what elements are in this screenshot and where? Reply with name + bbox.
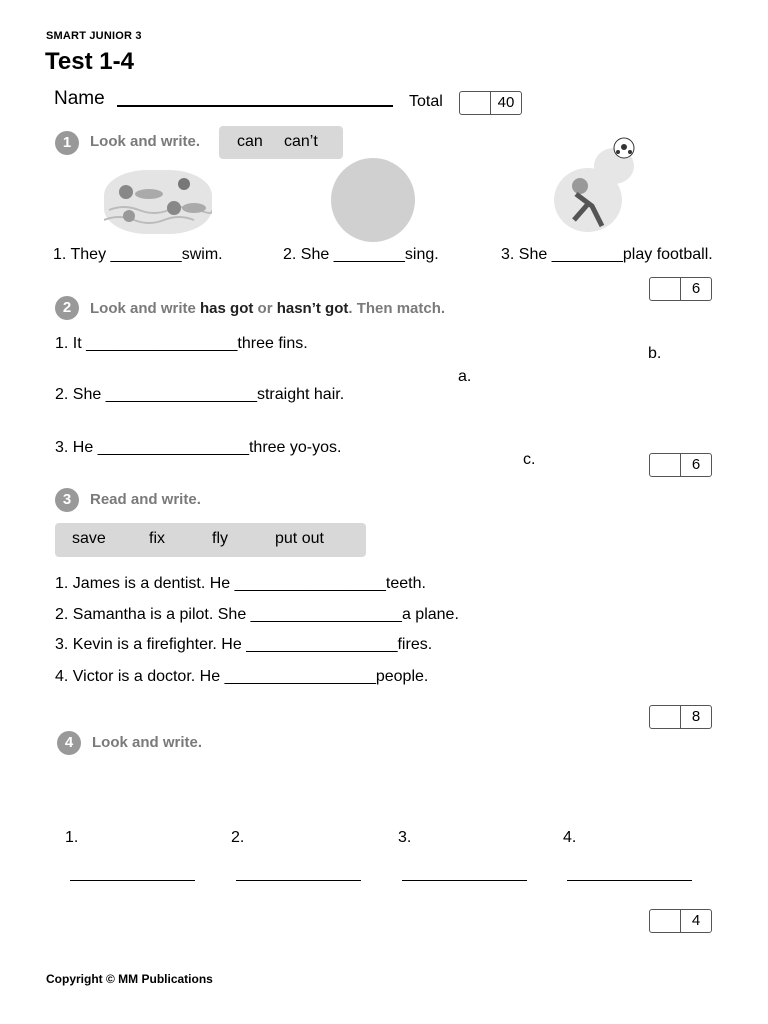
- section-1-item-1: [53, 246, 223, 264]
- match-label-a: a.: [458, 368, 472, 385]
- section-4-answer-line-1[interactable]: [70, 880, 195, 881]
- answer-blank[interactable]: _________________: [105, 386, 257, 403]
- score-value: 8: [691, 708, 701, 725]
- score-value: 6: [691, 280, 701, 297]
- item-text: fires.: [397, 636, 433, 653]
- item-text: play football.: [622, 246, 713, 263]
- instruction-keyword: hasn’t got: [276, 300, 349, 317]
- word-can: can: [237, 133, 263, 150]
- section-3-score-box[interactable]: [649, 705, 712, 729]
- swimming-children-picture: [104, 170, 212, 234]
- item-text: 4. Victor is a doctor. He: [55, 668, 225, 685]
- instruction-text: . Then match.: [348, 300, 446, 317]
- section-1-item-2: [283, 246, 439, 264]
- football-picture-svg: [552, 134, 642, 238]
- section-3-item-1: [55, 575, 426, 593]
- swimming-picture-svg: [104, 170, 212, 234]
- item-text: straight hair.: [256, 386, 345, 403]
- score-blank[interactable]: [650, 706, 681, 728]
- section-3-item-3: [55, 636, 432, 654]
- football-picture: [552, 134, 642, 238]
- item-text: sing.: [404, 246, 439, 263]
- section-4-item-4-number: 4.: [563, 829, 577, 846]
- section-3-instruction: Read and write.: [90, 491, 201, 508]
- answer-blank[interactable]: _________________: [97, 439, 249, 456]
- item-text: 1. It: [55, 335, 87, 352]
- score-value: 4: [691, 912, 701, 929]
- section-1-word-box: [219, 126, 343, 159]
- total-score-box[interactable]: [459, 91, 522, 115]
- section-3-item-2: [55, 606, 459, 624]
- item-text: 3. She: [501, 246, 552, 263]
- item-text: 2. Samantha is a pilot. She: [55, 606, 251, 623]
- page-title: Test 1-4: [45, 48, 134, 75]
- answer-blank[interactable]: _________________: [224, 668, 376, 685]
- instruction-text: or: [253, 300, 277, 317]
- answer-blank[interactable]: _________________: [246, 636, 398, 653]
- item-text: swim.: [181, 246, 223, 263]
- item-text: 3. Kevin is a firefighter. He: [55, 636, 247, 653]
- answer-blank[interactable]: ________: [333, 246, 405, 263]
- section-3-number: 3: [55, 488, 79, 512]
- answer-blank[interactable]: _________________: [250, 606, 402, 623]
- section-2-number: 2: [55, 296, 79, 320]
- section-4-answer-line-2[interactable]: [236, 880, 361, 881]
- answer-blank[interactable]: ________: [551, 246, 623, 263]
- score-blank[interactable]: [650, 910, 681, 932]
- word-cant: can’t: [284, 133, 318, 150]
- section-1-score-box[interactable]: [649, 277, 712, 301]
- name-label: Name: [54, 88, 105, 109]
- word-save: save: [72, 530, 106, 547]
- answer-blank[interactable]: _________________: [86, 335, 238, 352]
- section-4-item-1-number: 1.: [65, 829, 79, 846]
- section-4-item-2-number: 2.: [231, 829, 245, 846]
- match-label-b: b.: [648, 345, 662, 362]
- instruction-text: Look and write: [90, 300, 201, 317]
- score-value: 6: [691, 456, 701, 473]
- item-text: three yo-yos.: [248, 439, 342, 456]
- word-fly: fly: [212, 530, 228, 547]
- singing-picture-placeholder: [331, 158, 415, 242]
- score-blank[interactable]: [650, 278, 681, 300]
- section-4-answer-line-3[interactable]: [402, 880, 527, 881]
- section-2-score-box[interactable]: [649, 453, 712, 477]
- score-value: 40: [497, 94, 515, 111]
- section-3-item-4: [55, 668, 428, 686]
- item-text: teeth.: [385, 575, 426, 592]
- copyright-notice: Copyright © MM Publications: [46, 972, 213, 986]
- section-1-instruction: Look and write.: [90, 133, 201, 150]
- item-text: a plane.: [401, 606, 459, 623]
- item-text: 3. He: [55, 439, 98, 456]
- section-2-item-2: [55, 386, 344, 404]
- section-4-number: 4: [57, 731, 81, 755]
- match-label-c: c.: [523, 451, 536, 468]
- item-text: 2. She: [55, 386, 106, 403]
- section-4-score-box[interactable]: [649, 909, 712, 933]
- section-1-number: 1: [55, 131, 79, 155]
- item-text: 2. She: [283, 246, 334, 263]
- word-put-out: put out: [275, 530, 324, 547]
- name-field[interactable]: [117, 105, 393, 107]
- section-3-word-box: [55, 523, 366, 557]
- section-1-item-3: [501, 246, 713, 264]
- item-text: people.: [375, 668, 429, 685]
- section-4-instruction: Look and write.: [92, 734, 203, 751]
- item-text: 1. James is a dentist. He: [55, 575, 235, 592]
- score-blank[interactable]: [460, 92, 491, 114]
- item-text: 1. They: [53, 246, 111, 263]
- section-2-item-1: [55, 335, 308, 353]
- section-2-item-3: [55, 439, 341, 457]
- section-2-instruction: [90, 300, 445, 317]
- section-4-item-3-number: 3.: [398, 829, 412, 846]
- instruction-keyword: has got: [200, 300, 254, 317]
- series-label: SMART JUNIOR 3: [46, 30, 142, 42]
- total-label: Total: [409, 93, 443, 110]
- section-4-answer-line-4[interactable]: [567, 880, 692, 881]
- answer-blank[interactable]: ________: [110, 246, 182, 263]
- item-text: three fins.: [237, 335, 308, 352]
- answer-blank[interactable]: _________________: [234, 575, 386, 592]
- word-fix: fix: [149, 530, 165, 547]
- score-blank[interactable]: [650, 454, 681, 476]
